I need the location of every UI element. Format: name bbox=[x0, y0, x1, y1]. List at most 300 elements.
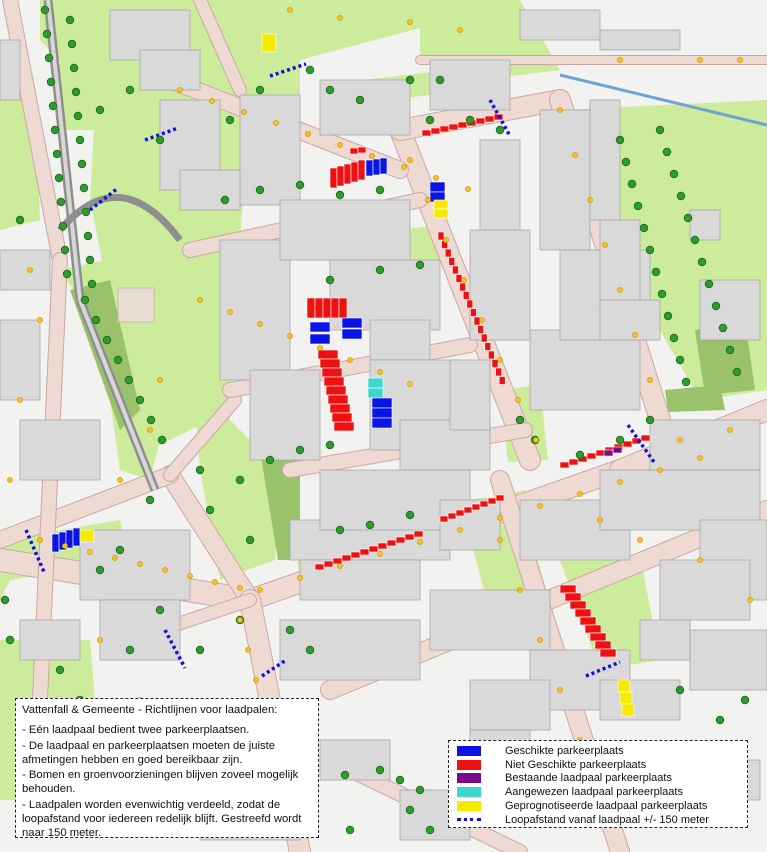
parking-spot-not-suitable bbox=[476, 118, 485, 124]
building bbox=[700, 280, 760, 340]
parking-spot-not-suitable bbox=[560, 585, 576, 593]
tree bbox=[622, 158, 630, 166]
street-lamp bbox=[617, 479, 622, 484]
legend-swatch bbox=[457, 746, 481, 756]
street-lamp bbox=[737, 57, 742, 62]
tree bbox=[66, 16, 74, 24]
tree bbox=[84, 232, 92, 240]
street-lamp bbox=[337, 563, 342, 568]
building bbox=[370, 320, 430, 360]
tree bbox=[1, 596, 9, 604]
tree bbox=[76, 136, 84, 144]
street-lamp bbox=[287, 333, 292, 338]
street-lamp bbox=[117, 477, 122, 482]
parking-spot-suitable bbox=[380, 158, 387, 174]
parking-spot-not-suitable bbox=[396, 537, 405, 543]
building bbox=[600, 30, 680, 50]
tree bbox=[426, 116, 434, 124]
building bbox=[450, 360, 490, 430]
legend-label: Geprognotiseerde laadpaal parkeerplaats bbox=[505, 800, 708, 813]
street-lamp bbox=[157, 377, 162, 382]
parking-spot-not-suitable bbox=[448, 513, 456, 519]
parking-spot-not-suitable bbox=[445, 249, 451, 257]
parking-spot-not-suitable bbox=[326, 386, 346, 395]
tree bbox=[634, 202, 642, 210]
tree bbox=[41, 6, 49, 14]
parking-spot-forecast-charger bbox=[622, 704, 634, 716]
tree bbox=[226, 116, 234, 124]
street-lamp bbox=[37, 537, 42, 542]
street-lamp bbox=[617, 57, 622, 62]
parking-spot-not-suitable bbox=[463, 292, 469, 300]
street-lamp bbox=[227, 309, 232, 314]
tree bbox=[59, 222, 67, 230]
parking-spot-suitable bbox=[310, 322, 330, 332]
guideline-item: - De laadpaal en parkeerplaatsen moeten de juiste afmetingen hebben en goed bereikbaar zijn. bbox=[22, 739, 276, 766]
building bbox=[690, 210, 720, 240]
parking-spot-not-suitable bbox=[478, 326, 484, 334]
tree bbox=[116, 546, 124, 554]
building bbox=[600, 680, 680, 720]
street-lamp bbox=[87, 549, 92, 554]
parking-spot-suitable bbox=[342, 329, 362, 339]
street-lamp bbox=[187, 573, 192, 578]
parking-spot-not-suitable bbox=[485, 343, 491, 351]
street-lamp bbox=[407, 157, 412, 162]
street-lamp bbox=[497, 515, 502, 520]
parking-spot-not-suitable bbox=[596, 450, 605, 456]
tree bbox=[336, 526, 344, 534]
parking-spot-not-suitable bbox=[570, 601, 586, 609]
tree bbox=[96, 106, 104, 114]
legend-label: Niet Geschikte parkeerplaats bbox=[505, 758, 647, 771]
parking-spot-not-suitable bbox=[440, 516, 448, 522]
street-lamp bbox=[557, 107, 562, 112]
tree bbox=[45, 54, 53, 62]
parking-spot-not-suitable bbox=[623, 441, 632, 447]
tree bbox=[576, 451, 584, 459]
tree bbox=[406, 806, 414, 814]
street-lamp bbox=[497, 537, 502, 542]
parking-spot-suitable bbox=[372, 398, 392, 408]
building bbox=[600, 220, 640, 310]
street-lamp bbox=[305, 131, 310, 136]
street-lamp bbox=[637, 537, 642, 542]
parking-spot-not-suitable bbox=[458, 122, 467, 128]
parking-spot-not-suitable bbox=[438, 232, 444, 240]
street-lamp bbox=[97, 637, 102, 642]
building bbox=[590, 100, 620, 220]
tree bbox=[221, 196, 229, 204]
parking-spot-not-suitable bbox=[464, 507, 472, 513]
parking-spot-forecast-charger bbox=[80, 530, 94, 542]
street-lamp bbox=[317, 345, 322, 350]
tree bbox=[416, 261, 424, 269]
tree bbox=[682, 378, 690, 386]
parking-spot-not-suitable bbox=[456, 510, 464, 516]
tree bbox=[326, 276, 334, 284]
tree bbox=[326, 86, 334, 94]
legend-swatch bbox=[457, 787, 481, 797]
street-lamp bbox=[37, 317, 42, 322]
tree bbox=[6, 636, 14, 644]
street-lamp bbox=[147, 427, 152, 432]
tree bbox=[126, 646, 134, 654]
guideline-item: - Bomen en groenvoorzieningen blijven zoveel mogelijk behouden. bbox=[22, 769, 299, 796]
parking-spot-suitable bbox=[310, 334, 330, 344]
parking-spot-not-suitable bbox=[560, 462, 569, 468]
legend-item-geschikt bbox=[457, 744, 739, 758]
parking-spot-forecast-charger bbox=[434, 209, 448, 218]
tree bbox=[496, 126, 504, 134]
parking-spot-not-suitable bbox=[641, 435, 650, 441]
parking-spot-not-suitable bbox=[595, 641, 611, 649]
tree bbox=[663, 148, 671, 156]
parking-spot-not-suitable bbox=[414, 531, 423, 537]
building bbox=[100, 600, 180, 660]
tree bbox=[346, 826, 354, 834]
street-lamp bbox=[657, 467, 662, 472]
parking-spot-not-suitable bbox=[320, 359, 340, 368]
tree bbox=[81, 296, 89, 304]
tree bbox=[628, 180, 636, 188]
tree bbox=[86, 256, 94, 264]
tree bbox=[670, 334, 678, 342]
street-lamp bbox=[443, 237, 448, 242]
tree bbox=[63, 270, 71, 278]
legend-item-bestaande-laadpaal bbox=[457, 772, 739, 786]
street-lamp bbox=[17, 397, 22, 402]
street-lamp bbox=[515, 397, 520, 402]
parking-spot-suitable bbox=[373, 159, 380, 175]
tree bbox=[53, 150, 61, 158]
tree bbox=[92, 316, 100, 324]
tree bbox=[286, 626, 294, 634]
building bbox=[430, 590, 550, 650]
parking-spot-not-suitable bbox=[315, 298, 323, 318]
street-lamp bbox=[533, 437, 538, 442]
building bbox=[530, 330, 640, 410]
parking-spot-suitable bbox=[372, 408, 392, 418]
parking-spot-not-suitable bbox=[324, 377, 344, 386]
tree bbox=[664, 312, 672, 320]
tree bbox=[55, 174, 63, 182]
street-lamp bbox=[297, 575, 302, 580]
street-lamp bbox=[697, 57, 702, 62]
street-lamp bbox=[273, 120, 278, 125]
tree bbox=[266, 456, 274, 464]
parking-spot-not-suitable bbox=[358, 147, 366, 153]
tree bbox=[684, 214, 692, 222]
tree bbox=[376, 766, 384, 774]
tree bbox=[57, 198, 65, 206]
building bbox=[640, 620, 690, 660]
parking-spot-not-suitable bbox=[315, 564, 324, 570]
tree bbox=[136, 396, 144, 404]
tree bbox=[103, 336, 111, 344]
parking-spot-suitable bbox=[366, 160, 373, 176]
parking-spot-not-suitable bbox=[590, 633, 606, 641]
parking-spot-suitable bbox=[73, 528, 80, 546]
parking-spot-not-suitable bbox=[488, 498, 496, 504]
tree bbox=[712, 302, 720, 310]
parking-spot-not-suitable bbox=[387, 540, 396, 546]
tree bbox=[49, 102, 57, 110]
tree bbox=[156, 136, 164, 144]
tree bbox=[670, 170, 678, 178]
building bbox=[140, 50, 200, 90]
parking-spot-not-suitable bbox=[492, 360, 498, 368]
parking-spot-not-suitable bbox=[472, 504, 480, 510]
parking-spot-not-suitable bbox=[344, 164, 351, 184]
parking-spot-not-suitable bbox=[431, 128, 440, 134]
guidelines-box bbox=[15, 698, 319, 838]
tree bbox=[676, 356, 684, 364]
street-lamp bbox=[647, 377, 652, 382]
tree bbox=[80, 184, 88, 192]
parking-spot-designated-charger bbox=[368, 378, 383, 388]
building bbox=[280, 200, 410, 260]
guideline-item: - Laadpalen worden evenwichtig verdeeld, zodat de loopafstand voor iedereen redelijk blijft. Gestreefd wordt naar 150 meter. bbox=[22, 798, 302, 840]
legend-swatch bbox=[457, 801, 481, 811]
street-lamp bbox=[602, 242, 607, 247]
building bbox=[0, 40, 20, 100]
tree bbox=[426, 826, 434, 834]
tree bbox=[82, 208, 90, 216]
parking-spot-forecast-charger bbox=[262, 34, 276, 52]
tree bbox=[741, 696, 749, 704]
tree bbox=[466, 116, 474, 124]
parking-spot-not-suitable bbox=[580, 617, 596, 625]
street-lamp bbox=[537, 503, 542, 508]
building bbox=[280, 620, 420, 680]
parking-spot-not-suitable bbox=[331, 298, 339, 318]
tree bbox=[416, 786, 424, 794]
parking-spot-not-suitable bbox=[470, 309, 476, 317]
tree bbox=[366, 521, 374, 529]
street-lamp bbox=[457, 27, 462, 32]
tree bbox=[376, 266, 384, 274]
parking-spot-not-suitable bbox=[332, 413, 352, 422]
tree bbox=[719, 324, 727, 332]
street-lamp bbox=[112, 555, 117, 560]
parking-spot-not-suitable bbox=[342, 555, 351, 561]
street-lamp bbox=[162, 567, 167, 572]
tree bbox=[78, 160, 86, 168]
parking-spot-not-suitable bbox=[585, 625, 601, 633]
street-lamp bbox=[677, 437, 682, 442]
tree bbox=[196, 646, 204, 654]
street-lamp bbox=[245, 647, 250, 652]
building bbox=[540, 110, 590, 250]
guidelines-title: Vattenfall & Gemeente - Richtlijnen voor laadpalen: bbox=[22, 704, 278, 716]
street-lamp bbox=[697, 455, 702, 460]
tree bbox=[376, 186, 384, 194]
street-lamp bbox=[632, 332, 637, 337]
tree bbox=[336, 191, 344, 199]
street-lamp bbox=[237, 617, 242, 622]
tree bbox=[356, 96, 364, 104]
tree bbox=[726, 346, 734, 354]
building bbox=[660, 560, 750, 620]
tree bbox=[246, 536, 254, 544]
building bbox=[430, 60, 510, 110]
parking-spot-not-suitable bbox=[334, 422, 354, 431]
tree bbox=[677, 192, 685, 200]
parking-spot-not-suitable bbox=[587, 453, 596, 459]
street-lamp bbox=[62, 543, 67, 548]
parking-spot-not-suitable bbox=[358, 160, 365, 180]
tree bbox=[646, 416, 654, 424]
tree bbox=[74, 112, 82, 120]
building bbox=[240, 95, 300, 205]
tree bbox=[406, 511, 414, 519]
parking-spot-not-suitable bbox=[333, 558, 342, 564]
tree bbox=[306, 646, 314, 654]
street-lamp bbox=[241, 109, 246, 114]
legend-label: Geschikte parkeerplaats bbox=[505, 744, 624, 757]
street-lamp bbox=[27, 267, 32, 272]
street-lamp bbox=[587, 197, 592, 202]
parking-spot-designated-charger bbox=[368, 388, 383, 398]
tree bbox=[341, 771, 349, 779]
street-lamp bbox=[337, 15, 342, 20]
tree bbox=[698, 258, 706, 266]
tree bbox=[296, 446, 304, 454]
guidelines-list bbox=[22, 723, 312, 840]
street-lamp bbox=[537, 637, 542, 642]
parking-spot-not-suitable bbox=[330, 404, 350, 413]
tree bbox=[396, 776, 404, 784]
street-lamp bbox=[7, 477, 12, 482]
building bbox=[0, 320, 40, 400]
parking-spot-suitable bbox=[52, 534, 59, 552]
parking-spot-not-suitable bbox=[496, 495, 504, 501]
parking-spot-not-suitable bbox=[488, 351, 494, 359]
street-lamp bbox=[572, 152, 577, 157]
street-lamp bbox=[197, 297, 202, 302]
parking-spot-not-suitable bbox=[307, 298, 315, 318]
parking-spot-not-suitable bbox=[496, 368, 502, 376]
parking-spot-existing-charger bbox=[613, 447, 622, 453]
street-lamp bbox=[287, 7, 292, 12]
street-lamp bbox=[597, 517, 602, 522]
parking-spot-suitable bbox=[430, 182, 445, 192]
parking-spot-existing-charger bbox=[604, 450, 613, 456]
parking-spot-not-suitable bbox=[565, 593, 581, 601]
tree bbox=[43, 30, 51, 38]
parking-spot-not-suitable bbox=[330, 168, 337, 188]
parking-spot-forecast-charger bbox=[620, 692, 632, 704]
tree bbox=[70, 64, 78, 72]
building bbox=[20, 620, 80, 660]
street-lamp bbox=[347, 357, 352, 362]
parking-spot-forecast-charger bbox=[618, 680, 630, 692]
street-lamp bbox=[577, 491, 582, 496]
tree bbox=[640, 224, 648, 232]
tree bbox=[158, 436, 166, 444]
parking-spot-not-suitable bbox=[378, 543, 387, 549]
tree bbox=[61, 246, 69, 254]
parking-spot-not-suitable bbox=[499, 377, 505, 385]
building bbox=[180, 170, 240, 210]
building bbox=[520, 10, 600, 40]
tree bbox=[705, 280, 713, 288]
tree bbox=[436, 76, 444, 84]
tree bbox=[126, 86, 134, 94]
tree bbox=[56, 666, 64, 674]
street-lamp bbox=[407, 381, 412, 386]
tree bbox=[72, 88, 80, 96]
parking-spot-not-suitable bbox=[481, 334, 487, 342]
building bbox=[470, 680, 550, 730]
tree bbox=[51, 126, 59, 134]
tree bbox=[616, 436, 624, 444]
street-lamp bbox=[461, 277, 466, 282]
street-lamp bbox=[212, 579, 217, 584]
street-lamp bbox=[177, 87, 182, 92]
legend bbox=[448, 740, 748, 828]
parking-spot-not-suitable bbox=[422, 130, 431, 136]
tree bbox=[236, 476, 244, 484]
legend-swatch bbox=[457, 760, 481, 770]
tree bbox=[68, 40, 76, 48]
tree bbox=[516, 416, 524, 424]
street-lamp bbox=[617, 287, 622, 292]
street-lamp bbox=[465, 186, 470, 191]
street-lamp bbox=[257, 321, 262, 326]
building bbox=[20, 420, 100, 480]
tree bbox=[676, 686, 684, 694]
street-lamp bbox=[369, 153, 374, 158]
parking-spot-not-suitable bbox=[569, 459, 578, 465]
street-lamp bbox=[237, 585, 242, 590]
parking-spot-not-suitable bbox=[350, 148, 358, 154]
street-lamp bbox=[377, 369, 382, 374]
building bbox=[250, 370, 320, 460]
tree bbox=[652, 268, 660, 276]
parking-spot-not-suitable bbox=[369, 546, 378, 552]
parking-spot-suitable bbox=[342, 318, 362, 328]
tree bbox=[196, 466, 204, 474]
tree bbox=[88, 280, 96, 288]
parking-spot-not-suitable bbox=[449, 258, 455, 266]
tree bbox=[47, 78, 55, 86]
tree bbox=[125, 376, 133, 384]
legend-label: Aangewezen laadpaal parkeerplaats bbox=[505, 786, 683, 799]
parking-spot-not-suitable bbox=[323, 298, 331, 318]
tree bbox=[658, 290, 666, 298]
parking-spot-not-suitable bbox=[485, 116, 494, 122]
street-lamp bbox=[377, 551, 382, 556]
building bbox=[80, 530, 190, 600]
tree bbox=[256, 186, 264, 194]
tree bbox=[147, 416, 155, 424]
street-lamp bbox=[417, 539, 422, 544]
building bbox=[600, 300, 660, 340]
street-lamp bbox=[497, 357, 502, 362]
parking-spot-not-suitable bbox=[467, 300, 473, 308]
parking-spot-suitable bbox=[372, 418, 392, 428]
legend-item-geprognotiseerde-laadpaal bbox=[457, 799, 739, 813]
parking-spot-not-suitable bbox=[480, 501, 488, 507]
parking-spot-not-suitable bbox=[440, 126, 449, 132]
street-lamp bbox=[137, 561, 142, 566]
parking-spot-not-suitable bbox=[360, 549, 369, 555]
parking-spot-forecast-charger bbox=[434, 200, 448, 209]
parking-spot-not-suitable bbox=[324, 561, 333, 567]
tree bbox=[156, 606, 164, 614]
